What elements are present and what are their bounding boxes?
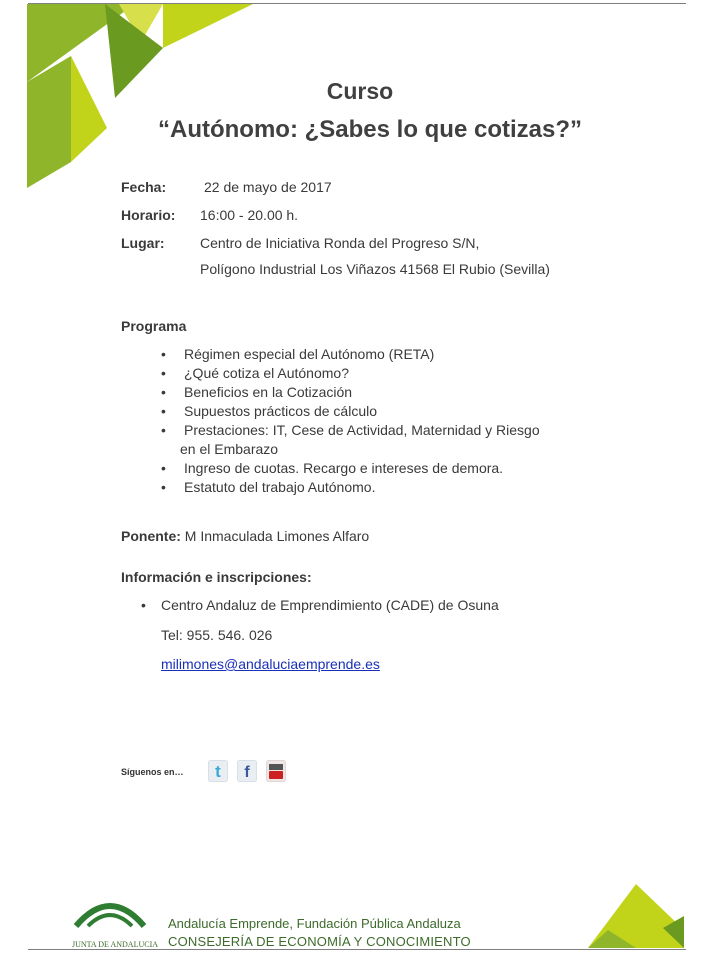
info-tel: Tel: 955. 546. 026: [161, 627, 273, 643]
facebook-icon[interactable]: [237, 760, 257, 782]
ponente-row: [121, 528, 369, 544]
course-label: Curso: [326, 78, 394, 104]
bullet: •: [141, 597, 146, 613]
junta-text: JUNTA DE ANDALUCIA: [72, 940, 159, 949]
footer-foundation: Andalucía Emprende, Fundación Pública Andaluza: [168, 916, 461, 931]
info-heading: Información e inscripciones:: [121, 569, 312, 585]
lugar-line1: Centro de Iniciativa Ronda del Progreso S/N,: [200, 235, 480, 251]
list-item: • Beneficios en la Cotización: [161, 384, 353, 400]
lugar-row: [121, 235, 480, 251]
footer-consejeria: CONSEJERÍA DE ECONOMÍA Y CONOCIMIENTO: [168, 934, 471, 949]
horario-row: [121, 207, 299, 223]
junta-logo-icon: [70, 892, 150, 934]
lugar-label: Lugar:: [121, 235, 165, 251]
twitter-icon[interactable]: [208, 760, 228, 782]
list-item: • ¿Qué cotiza el Autónomo?: [161, 365, 349, 381]
course-title: “Autónomo: ¿Sabes lo que cotizas?”: [157, 116, 583, 143]
list-item: • Prestaciones: IT, Cese de Actividad, Maternidad y Riesgo en el Embarazo: [161, 422, 540, 457]
list-item: • Supuestos prácticos de cálculo: [161, 403, 377, 419]
youtube-icon[interactable]: [266, 760, 286, 782]
list-item: • Estatuto del trabajo Autónomo.: [161, 479, 376, 495]
programa-list: [161, 345, 601, 497]
info-center: Centro Andaluz de Emprendimiento (CADE) de Osuna: [161, 597, 499, 613]
horario-label: Horario:: [121, 207, 176, 223]
ponente-name: M Inmaculada Limones Alfaro: [184, 528, 370, 544]
ponente-label: Ponente:: [121, 528, 181, 544]
fecha-label: Fecha:: [121, 179, 167, 195]
info-email-row: [161, 656, 380, 672]
fecha-row: [121, 179, 332, 195]
decorative-triangles-bottom: [568, 880, 688, 950]
email-link[interactable]: milimones@andaluciaemprende.es: [161, 656, 380, 672]
list-item: • Ingreso de cuotas. Recargo e intereses de demora.: [161, 460, 504, 476]
social-label: Síguenos en…: [121, 767, 184, 777]
svg-text:f: f: [244, 764, 250, 781]
programa-heading: Programa: [121, 318, 187, 334]
list-item: • Régimen especial del Autónomo (RETA): [161, 346, 435, 362]
horario-value: 16:00 - 20.00 h.: [200, 207, 299, 223]
lugar-line2: Polígono Industrial Los Viñazos 41568 El Rubio (Sevilla): [200, 261, 550, 277]
svg-text:t: t: [215, 762, 221, 781]
fecha-value: 22 de mayo de 2017: [204, 179, 332, 195]
